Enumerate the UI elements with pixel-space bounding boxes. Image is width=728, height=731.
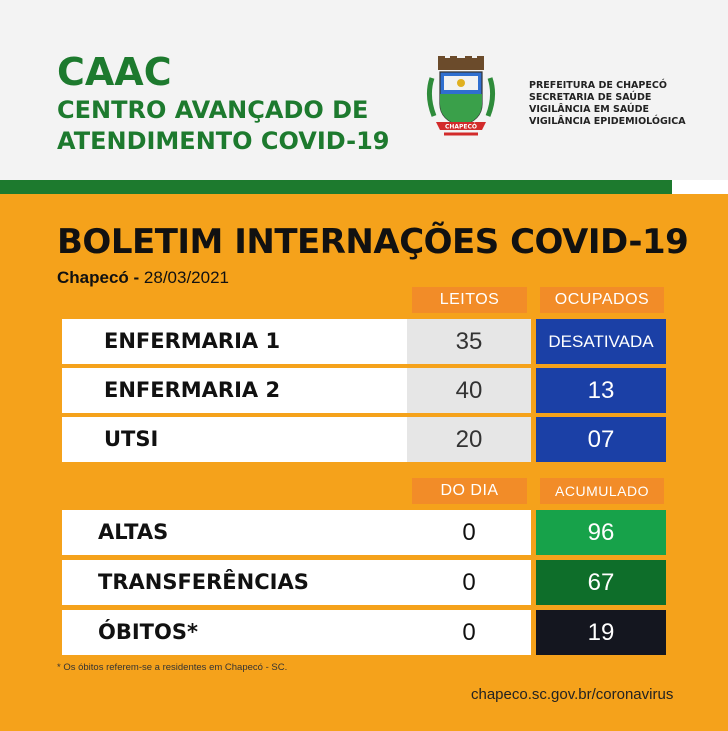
row-label: ALTAS: [62, 510, 407, 555]
chapeco-crest-icon: [424, 56, 498, 140]
bed-row-enfermaria-1: [62, 319, 666, 364]
row-label: ENFERMARIA 1: [62, 319, 407, 364]
city-date-line: [57, 268, 229, 288]
city-label: Chapecó -: [57, 268, 140, 287]
ocupados-value: 13: [536, 368, 666, 413]
leitos-value: 35: [407, 319, 531, 364]
outcome-row-transferencias: [62, 560, 666, 605]
acumulado-value: 67: [536, 560, 666, 605]
green-divider: [0, 180, 672, 194]
subtitle-line-1: CENTRO AVANÇADO DE: [57, 96, 369, 124]
ocupados-value: DESATIVADA: [536, 319, 666, 364]
leitos-header: LEITOS: [412, 287, 527, 313]
acumulado-value: 96: [536, 510, 666, 555]
outcome-row-altas: [62, 510, 666, 555]
ocupados-header: OCUPADOS: [540, 287, 664, 313]
vigilancia-epidemio-line: VIGILÂNCIA EPIDEMIOLÓGICA: [529, 116, 686, 127]
website-link[interactable]: chapeco.sc.gov.br/coronavirus: [471, 686, 674, 703]
prefeitura-line: PREFEITURA DE CHAPECÓ: [529, 80, 667, 91]
bed-row-enfermaria-2: [62, 368, 666, 413]
vigilancia-saude-line: VIGILÂNCIA EM SAÚDE: [529, 104, 649, 115]
do-dia-value: 0: [407, 560, 531, 605]
acumulado-value: 19: [536, 610, 666, 655]
bulletin-date: 28/03/2021: [143, 268, 230, 287]
footnote: * Os óbitos referem-se a residentes em Chapecó - SC.: [57, 662, 288, 673]
ocupados-value: 07: [536, 417, 666, 462]
bed-row-utsi: [62, 417, 666, 462]
do-dia-value: 0: [407, 510, 531, 555]
do-dia-header: DO DIA: [412, 478, 527, 504]
acumulado-header: ACUMULADO: [540, 478, 664, 504]
subtitle-line-2: ATENDIMENTO COVID-19: [57, 127, 390, 155]
caac-logo-text: CAAC: [57, 50, 172, 94]
row-label: UTSI: [62, 417, 407, 462]
row-label: TRANSFERÊNCIAS: [62, 560, 407, 605]
bulletin-title: BOLETIM INTERNAÇÕES COVID-19: [57, 222, 689, 262]
row-label: ÓBITOS*: [62, 610, 407, 655]
svg-text:CHAPECÓ: CHAPECÓ: [444, 123, 478, 131]
outcome-row-obitos: [62, 610, 666, 655]
leitos-value: 40: [407, 368, 531, 413]
row-label: ENFERMARIA 2: [62, 368, 407, 413]
prefeitura-info: [529, 80, 686, 128]
leitos-value: 20: [407, 417, 531, 462]
secretaria-line: SECRETARIA DE SAÚDE: [529, 92, 652, 103]
do-dia-value: 0: [407, 610, 531, 655]
